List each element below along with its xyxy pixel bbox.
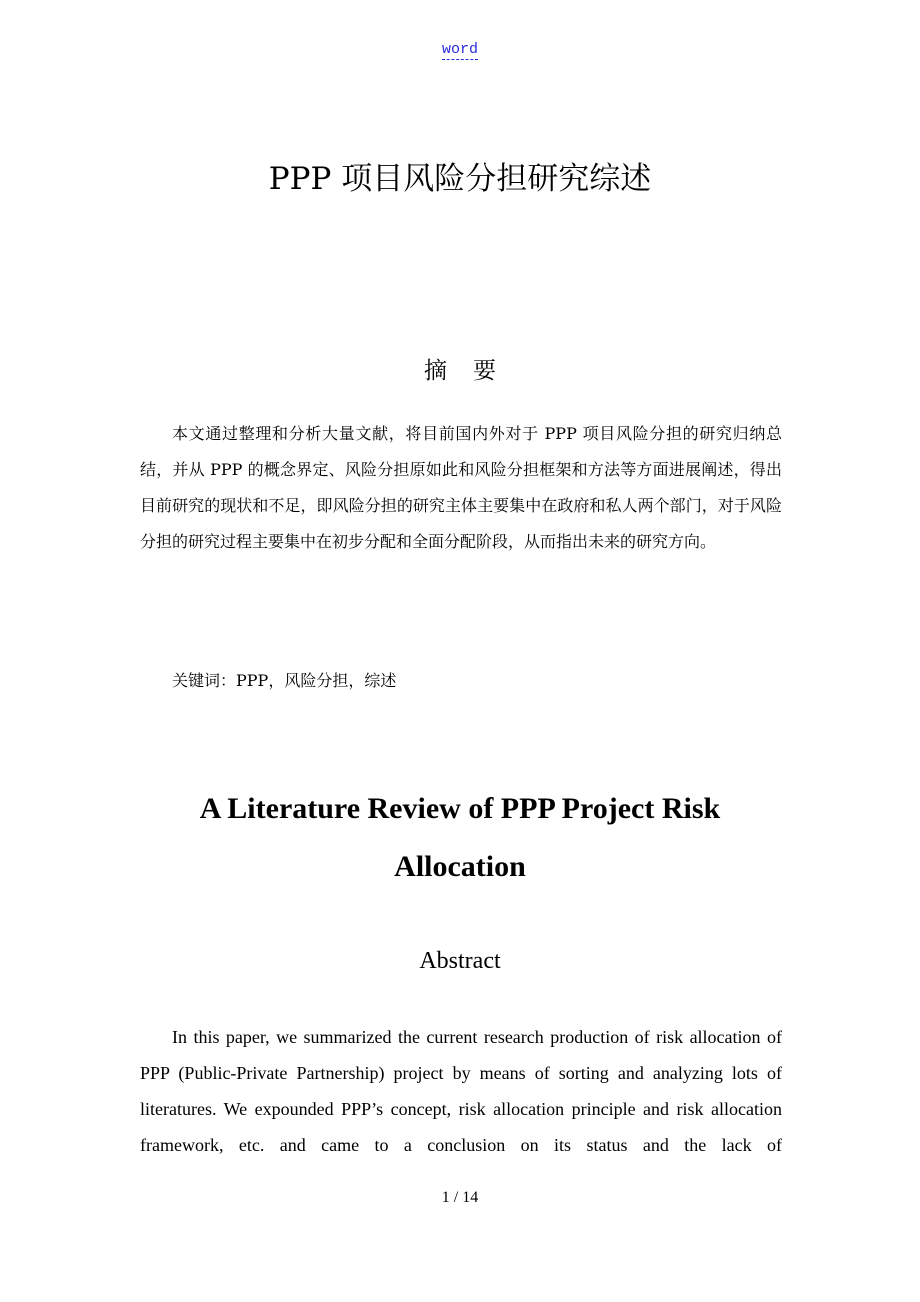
english-abstract-body: In this paper, we summarized the current research production of risk allocation of PPP (Public-Private Partnership) project by means of sorting and analyzing lots of literatures. We expounded PPP’s concept, risk allocation principle and risk allocation framework, etc. and came to a conclusion on its status and the lack of <box>140 1027 782 1155</box>
english-abstract-heading: Abstract <box>419 948 501 974</box>
chinese-title: PPP 项目风险分担研究综述 <box>268 161 652 197</box>
keywords-line <box>172 664 396 698</box>
header-word-link-container <box>0 40 920 60</box>
page-number: 1 / 14 <box>441 1189 479 1206</box>
chinese-abstract-heading: 摘要 <box>424 358 522 384</box>
english-title: A Literature Review of PPP Project Risk Allocation <box>199 792 721 883</box>
chinese-abstract-body: 本文通过整理和分析大量文献，将目前国内外对于 PPP 项目风险分担的研究归纳总结，并从 PPP 的概念界定、风险分担原如此和风险分担框架和方法等方面进展阐述，得出目前研究的现状和不足，即风险分担的研究主体主要集中在政府和私人两个部门，对于风险分担的研究过程主要集中在初步分配和全面分配阶段，从而指出未来的研究方向。 <box>140 424 782 551</box>
keywords-label: 关键词： <box>172 671 237 690</box>
header-word-link[interactable]: word <box>441 41 478 58</box>
keywords-value: PPP，风险分担，综述 <box>236 671 397 690</box>
